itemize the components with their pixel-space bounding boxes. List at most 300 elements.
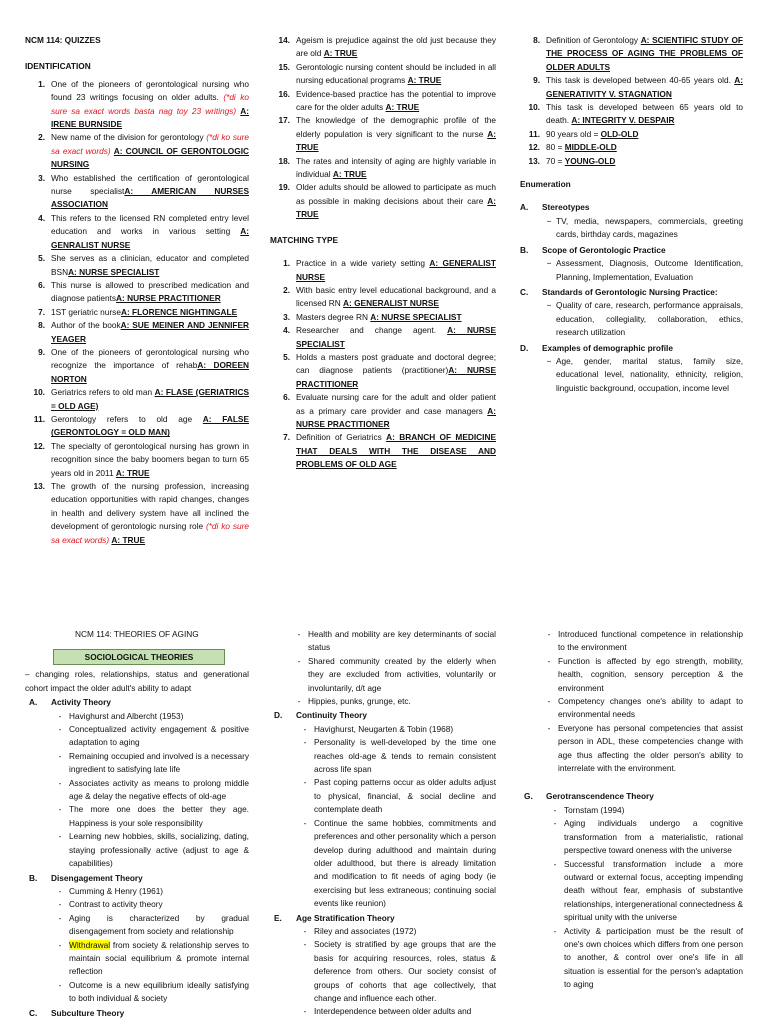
answer: A: TRUE — [332, 169, 367, 180]
dash-bullet: − — [546, 355, 552, 366]
theory-point-text: Havighurst, Neugarten & Tobin (1968) — [314, 723, 454, 734]
question-text: 70 = — [546, 155, 565, 166]
question-text: Geriatrics refers to old man — [51, 387, 155, 398]
answer: A: FALSE (GERONTOLOGY = OLD MAN) — [51, 413, 249, 438]
theory-point — [51, 830, 249, 870]
theory-point-text: Havighurst and Albercht (1953) — [69, 710, 184, 721]
dash-bullet: − — [546, 258, 552, 269]
question-text: Definition of Gerontology — [546, 35, 641, 45]
item-text — [296, 351, 496, 391]
theory-point — [546, 804, 743, 817]
enumeration-item-text: Quality of care, research, performance appraisals, education, collegiality, collaboration, ethics, research utilization — [556, 300, 743, 338]
theory-letter: E. — [274, 912, 282, 923]
theory-points — [270, 925, 496, 1019]
enumeration-heading — [520, 342, 743, 355]
dash-bullet: - — [547, 629, 551, 639]
dash-bullet: - — [553, 858, 557, 869]
theories-column-2 — [270, 628, 496, 1019]
theory-points — [520, 804, 743, 992]
theory-point — [51, 803, 249, 830]
answer: A: FLORENCE NIGHTINGALE — [120, 306, 238, 317]
answer: A: TRUE — [323, 48, 358, 59]
identification-item — [270, 155, 496, 182]
enumeration-item — [542, 299, 743, 339]
quiz-column-2 — [270, 34, 496, 472]
identification-item — [25, 413, 249, 440]
enumeration-body — [520, 257, 743, 284]
item-text — [296, 155, 496, 182]
theory-point — [51, 750, 249, 777]
enumeration-body — [520, 215, 743, 242]
enumeration-letter: D. — [520, 342, 529, 353]
theory-point — [51, 723, 249, 750]
item-number: 18. — [278, 155, 290, 166]
disengagement-theory — [25, 872, 249, 1006]
item-number: 5. — [38, 253, 45, 264]
answer: A: GENRALIST NURSE — [51, 226, 249, 250]
theory-point — [290, 655, 496, 695]
matching-item — [270, 431, 496, 471]
item-text — [51, 346, 249, 386]
theory-point — [51, 939, 249, 979]
dash-bullet: - — [58, 885, 62, 896]
dash-bullet: - — [303, 1006, 307, 1017]
theory-point — [296, 938, 496, 1005]
item-number: 4. — [283, 325, 290, 336]
item-number: 12. — [33, 440, 45, 451]
theory-point-text: Aging is characterized by gradual disengagement from society and relationship — [69, 912, 249, 937]
question-text: She serves as a clinician, educator and completed BSN — [51, 253, 249, 277]
item-text — [546, 101, 743, 128]
item-number: 7. — [283, 432, 290, 443]
activity-theory — [25, 696, 249, 870]
enumeration-item — [542, 215, 743, 242]
matching-item — [520, 101, 743, 128]
theories-title: NCM 114: THEORIES OF AGING — [75, 629, 199, 639]
theory-point-text: Everyone has personal competencies that assist person in ADL, these competencies change with age thus affecting the older person's ability to interrelate with the environment. — [558, 722, 743, 774]
theory-point-text: Health and mobility are key determinants of social status — [308, 629, 496, 653]
theory-title: Subculture Theory — [51, 1007, 125, 1018]
dash-bullet: - — [553, 818, 557, 829]
theory-point-text: Activity & participation must be the result of one's own choices which differs from one person to another, & control over one's life in all situation is essential for the person's adaptation to aging — [564, 925, 743, 990]
matching-item — [270, 311, 496, 324]
theory-point — [51, 710, 249, 723]
dash-bullet: - — [58, 979, 62, 990]
theories-column-1 — [25, 628, 249, 1020]
enumeration-letter: A. — [520, 202, 529, 213]
answer: MIDDLE-OLD — [564, 142, 617, 153]
theory-point — [51, 912, 249, 939]
theory-point — [296, 1005, 496, 1018]
highlighted-word: Withdrawal — [69, 939, 111, 950]
answer: A: GENERALIST NURSE — [343, 298, 439, 309]
dash-bullet: - — [58, 831, 62, 842]
dash-bullet: - — [58, 777, 62, 788]
dash-bullet: - — [553, 804, 557, 815]
theory-title: Age Stratification Theory — [296, 912, 395, 923]
identification-item — [270, 181, 496, 221]
dash-bullet: - — [58, 724, 62, 735]
theory-point-text: Hippies, punks, grunge, etc. — [308, 696, 411, 707]
matching-item — [270, 324, 496, 351]
theory-title: Continuity Theory — [296, 710, 367, 721]
item-text — [296, 61, 496, 88]
answer: A: SUE MEINER AND JENNIFER YEAGER — [51, 320, 249, 344]
dash-bullet: − — [546, 215, 552, 226]
item-text — [296, 88, 496, 115]
theory-heading — [25, 696, 249, 709]
item-number: 14. — [278, 35, 290, 45]
person-environment-fit-continued — [520, 628, 743, 775]
item-text — [51, 172, 249, 212]
theory-points — [270, 723, 496, 911]
enumeration-list — [520, 201, 743, 395]
item-number: 10. — [528, 102, 540, 113]
matching-item — [520, 141, 743, 154]
matching-item — [520, 74, 743, 101]
theory-point-text: Personality is well-developed by the time one reaches old-age & tends to remain consistent across life span — [314, 737, 496, 775]
theory-point-text: Tornstam (1994) — [564, 804, 625, 815]
age-stratification-theory — [270, 912, 496, 1019]
dash-bullet: - — [297, 696, 301, 707]
matching-item — [520, 34, 743, 74]
item-text — [546, 141, 743, 154]
item-text — [296, 34, 496, 61]
item-number: 2. — [283, 284, 290, 295]
identification-item — [25, 172, 249, 212]
theory-point — [540, 695, 743, 722]
uncertainty-note: (*di ko sure sa exact words basta nag toy 23 writings) — [51, 92, 249, 116]
enumeration-heading — [520, 286, 743, 299]
question-text: This task is developed between 65 years old to death. — [546, 102, 743, 126]
enumeration-heading — [520, 244, 743, 257]
answer: A: TRUE — [296, 195, 496, 220]
theory-point — [51, 885, 249, 898]
dash-bullet: - — [547, 722, 551, 733]
item-number: 8. — [533, 35, 540, 45]
theory-title: Gerotranscendence Theory — [546, 791, 654, 802]
item-text — [296, 311, 496, 324]
identification-item — [25, 279, 249, 306]
item-text — [296, 391, 496, 431]
dash-bullet: - — [58, 750, 62, 761]
identification-item — [25, 252, 249, 279]
answer: A: NURSE PRACTITIONER — [116, 293, 221, 304]
item-number: 10. — [33, 387, 45, 398]
dash-bullet: - — [553, 925, 557, 936]
dash-bullet: - — [547, 655, 551, 666]
dash-bullet: - — [58, 912, 62, 923]
answer: A: NURSE SPECIALIST — [370, 311, 462, 322]
item-number: 1. — [38, 78, 45, 89]
enumeration-title: Scope of Gerontologic Practice — [542, 244, 666, 255]
question-text: Who established the certification of gerontological nurse specialist — [51, 172, 249, 197]
theory-point-text: Continue the same hobbies, commitments and preferences and other personality which a person develop during adulthood and maintain during older adulthood, but there is already limitation and modification to fit needs of aging body (ie exercising but less extraneous; continuing social events like reunion) — [314, 817, 496, 909]
dash-bullet: - — [547, 696, 551, 707]
question-text: 80 = — [546, 142, 565, 153]
theory-point-text: Learning new hobbies, skills, socializing, dating, staying professionally active (adjust to age & capabilities) — [69, 831, 249, 869]
matching-item — [270, 284, 496, 311]
dash-bullet: - — [303, 737, 307, 748]
dash-bullet: - — [58, 939, 62, 950]
question-text: One of the pioneers of gerontological nursing who found 23 writings focusing on older adults. — [51, 78, 249, 103]
item-text — [51, 212, 249, 252]
question-text: The knowledge of the demographic profile of the elderly population is very significant to the nurse — [296, 115, 496, 139]
item-number: 4. — [38, 212, 45, 223]
identification-item — [25, 386, 249, 413]
answer: A: DOREEN NORTON — [51, 360, 249, 384]
enumeration-heading — [520, 201, 743, 214]
theory-point — [546, 858, 743, 925]
gerotranscendence-theory — [520, 790, 743, 991]
item-number: 9. — [38, 346, 45, 357]
identification-item — [25, 440, 249, 480]
dash-bullet: - — [303, 925, 307, 936]
item-text — [296, 284, 496, 311]
identification-item — [25, 319, 249, 346]
theory-point — [296, 736, 496, 776]
enumeration-body — [520, 299, 743, 339]
theory-point — [290, 628, 496, 655]
answer: A: NURSE SPECIALIST — [68, 266, 160, 277]
question-text: Gerontologic nursing content should be included in all nursing educational programs — [296, 61, 496, 86]
item-text — [51, 386, 249, 413]
identification-header: IDENTIFICATION — [25, 61, 91, 72]
theory-letter: D. — [274, 710, 283, 721]
question-text: This refers to the licensed RN completed entry level education and works in various setting — [51, 212, 249, 237]
matching-item — [520, 155, 743, 168]
identification-item — [25, 78, 249, 132]
theory-point-text: Shared community created by the elderly when they are excluded from activities, voluntarily or involuntarily, d/t age — [308, 655, 496, 693]
enumeration-item-text: Age, gender, marital status, family size, educational level, nationality, ethnicity, religion, linguistic background, occupation, income level — [556, 355, 743, 393]
theory-title: Activity Theory — [51, 697, 111, 708]
answer: A: GENERATIVITY V. STAGNATION — [546, 75, 743, 99]
item-number: 19. — [278, 182, 290, 193]
quiz-column-1 — [25, 34, 249, 547]
dash-bullet: - — [297, 655, 301, 666]
answer: A: TRUE — [111, 534, 146, 545]
identification-list-continued — [270, 34, 496, 222]
theory-point-text: The more one does the better they age. Happiness is your sole responsibility — [69, 804, 249, 828]
enumeration-body — [520, 355, 743, 395]
theory-point-text: Remaining occupied and involved is a necessary ingredient to satisfying late life — [69, 750, 249, 775]
enumeration-title: Stereotypes — [542, 202, 590, 213]
theory-point-text: Cumming & Henry (1961) — [69, 885, 164, 896]
item-number: 5. — [283, 351, 290, 362]
theory-title: Disengagement Theory — [51, 872, 143, 883]
quiz-column-3 — [520, 34, 743, 395]
theory-point-text: Associates activity as means to prolong middle age & delay the negative effects of old-age — [69, 777, 249, 802]
theory-point — [540, 655, 743, 695]
question-text: Evaluate nursing care for the adult and older patient as a primary care provider and case managers — [296, 392, 496, 416]
question-text: Author of the book — [51, 320, 121, 331]
identification-item — [270, 34, 496, 61]
item-text — [51, 252, 249, 279]
question-text: Researcher and change agent. — [296, 325, 448, 336]
dash-bullet: - — [303, 723, 307, 734]
theory-point — [540, 628, 743, 655]
theory-point — [540, 722, 743, 776]
enumeration-letter: C. — [520, 286, 529, 297]
question-text: The rates and intensity of aging are highly variable in individual — [296, 155, 496, 180]
answer: A: NURSE PRACTITIONER — [296, 365, 496, 389]
enumeration-title: Examples of demographic profile — [542, 342, 673, 353]
item-text — [546, 155, 743, 168]
theory-point — [51, 979, 249, 1006]
item-text — [296, 181, 496, 221]
item-text — [51, 306, 249, 319]
enumeration-item-text: TV, media, newspapers, commercials, greeting cards, birthday cards, magazines — [556, 215, 743, 240]
question-text: Evidence-based practice has the potential to improve care for the older adults — [296, 88, 496, 113]
question-text: Older adults should be allowed to participate as much as possible in making decisions about their care — [296, 182, 496, 206]
item-text — [51, 319, 249, 346]
question-text: New name of the division for gerontology — [51, 132, 207, 143]
identification-item — [25, 346, 249, 386]
theory-heading — [270, 709, 496, 722]
answer: OLD-OLD — [600, 128, 639, 139]
identification-item — [25, 131, 249, 171]
theory-points — [25, 710, 249, 871]
question-text: With basic entry level educational background, and a licensed RN — [296, 284, 496, 309]
question-text: 1ST geriatric nurse — [51, 306, 121, 317]
identification-list — [25, 78, 249, 547]
theory-point-text: Successful transformation include a more outward or external focus, accepting impending death without fear, emphasis of substantive relationships, intergenerational connectedness & spiritual unity with the universe — [564, 858, 743, 923]
item-text — [546, 74, 743, 101]
item-text — [51, 131, 249, 171]
matching-item — [270, 351, 496, 391]
item-number: 8. — [38, 320, 45, 331]
theory-letter: B. — [29, 872, 38, 883]
theory-heading — [520, 790, 743, 803]
theory-point — [51, 898, 249, 911]
answer: A: FLASE (GERIATRICS = OLD AGE) — [51, 387, 249, 411]
item-text — [296, 257, 496, 284]
question-text: One of the pioneers of gerontological nursing who recognize the importance of rehab — [51, 346, 249, 371]
item-text — [51, 413, 249, 440]
question-text: Definition of Geriatrics — [296, 432, 387, 443]
theory-point-text: Outcome is a new equilibrium ideally satisfying to both individual & society — [69, 979, 249, 1004]
dash-bullet: - — [297, 629, 301, 639]
theories-column-3 — [520, 628, 743, 992]
theory-point-text: Contrast to activity theory — [69, 899, 163, 910]
matching-item — [520, 128, 743, 141]
question-text: Ageism is prejudice against the old just because they are old — [296, 35, 496, 59]
identification-item — [270, 88, 496, 115]
sociological-theories-box: SOCIOLOGICAL THEORIES — [53, 649, 225, 665]
item-number: 13. — [528, 155, 540, 166]
theory-points — [25, 885, 249, 1006]
uncertainty-note: (*di ko sure sa exact words) — [51, 521, 249, 545]
enumeration-item-text: Assessment, Diagnosis, Outcome Identification, Planning, Implementation, Evaluation — [556, 258, 743, 282]
item-number: 13. — [33, 481, 45, 491]
theory-point — [51, 777, 249, 804]
item-number: 3. — [283, 311, 290, 322]
question-text: 90 years old = — [546, 128, 601, 139]
enumeration-header: Enumeration — [520, 179, 571, 190]
highlighted-rest: from society & relationship serves to maintain social equilibrium & promote internal reflection — [69, 939, 249, 977]
answer: YOUNG-OLD — [564, 155, 616, 166]
answer: A: IRENE BURNSIDE — [51, 105, 249, 130]
dash-bullet: - — [58, 804, 62, 815]
matching-item — [270, 391, 496, 431]
item-number: 17. — [278, 115, 290, 126]
answer: A: BRANCH OF MEDICINE THAT DEALS WITH THE DISEASE AND PROBLEMS OF OLD AGE — [296, 432, 496, 470]
item-number: 7. — [38, 306, 45, 317]
dash-bullet: - — [303, 817, 307, 828]
item-number: 2. — [38, 132, 45, 143]
enumeration-letter: B. — [520, 244, 529, 255]
identification-item — [25, 212, 249, 252]
item-number: 15. — [278, 61, 290, 72]
dash-bullet: - — [58, 710, 62, 721]
continuity-theory — [270, 709, 496, 910]
answer: A: TRUE — [115, 467, 150, 478]
theory-letter: G. — [524, 791, 533, 802]
item-text — [51, 279, 249, 306]
item-number: 9. — [533, 75, 540, 86]
item-number: 12. — [528, 142, 540, 153]
item-number: 3. — [38, 172, 45, 183]
theory-point-text: Interdependence between older adults and — [314, 1006, 472, 1017]
theory-letter: C. — [29, 1007, 38, 1018]
theory-point-text: Aging individuals undergo a cognitive transformation from a materialistic, rational perspective toward oneness with the universe — [564, 818, 743, 856]
answer: A: GENERALIST NURSE — [296, 258, 496, 282]
theory-point — [296, 817, 496, 911]
dash-bullet: - — [58, 899, 62, 910]
theory-point — [296, 925, 496, 938]
identification-item — [270, 114, 496, 154]
item-text — [51, 440, 249, 480]
theory-point — [546, 925, 743, 992]
item-text — [546, 34, 743, 74]
matching-list-continued — [520, 34, 743, 168]
answer: A: TRUE — [296, 128, 496, 153]
answer: A: COUNCIL OF GERONTOLOGIC NURSING — [51, 145, 249, 170]
identification-item — [25, 306, 249, 319]
theory-point — [290, 695, 496, 708]
item-text — [51, 78, 249, 132]
theory-point-text: Competency changes one's ability to adapt to environmental needs — [558, 696, 743, 720]
question-text: This nurse is allowed to prescribed medication and diagnose patients — [51, 279, 249, 304]
theory-point — [296, 723, 496, 736]
question-text: This task is developed between 40-65 years old. — [546, 75, 735, 86]
question-text: Holds a masters post graduate and doctoral degree; can diagnose patients (practitioner) — [296, 351, 496, 376]
enumeration-item — [542, 257, 743, 284]
theory-point-text: Introduced functional competence in relationship to the environment — [558, 629, 743, 653]
uncertainty-note: (*di ko sure sa exact words) — [51, 132, 249, 156]
item-number: 6. — [38, 279, 45, 290]
answer: A: SCIENTIFIC STUDY OF THE PROCESS OF AGING THE PROBLEMS OF OLDER ADULTS — [546, 35, 743, 72]
dash-bullet: − — [546, 300, 552, 311]
answer: A: TRUE — [385, 102, 420, 113]
theory-point-text: Riley and associates (1972) — [314, 925, 417, 936]
item-number: 11. — [33, 413, 45, 424]
matching-header: MATCHING TYPE — [270, 234, 339, 245]
answer: A: NURSE PRACTITIONER — [296, 405, 496, 429]
theory-point — [296, 776, 496, 816]
theory-point-text: Society is stratified by age groups that are the basis for acquiring resources, roles, status & deference from others. Our society consist of groups of cohorts that age collectively, that change and influence each other. — [314, 939, 496, 1003]
dash-bullet: - — [303, 777, 307, 788]
theory-heading — [25, 1007, 249, 1020]
enumeration-title: Standards of Gerontologic Nursing Practice: — [542, 286, 718, 297]
question-text: Masters degree RN — [296, 311, 371, 322]
identification-item — [25, 480, 249, 547]
answer: A: INTEGRITY V. DESPAIR — [571, 115, 675, 126]
item-text — [51, 480, 249, 547]
subculture-theory — [25, 1007, 249, 1020]
item-number: 6. — [283, 392, 290, 403]
matching-list — [270, 257, 496, 472]
